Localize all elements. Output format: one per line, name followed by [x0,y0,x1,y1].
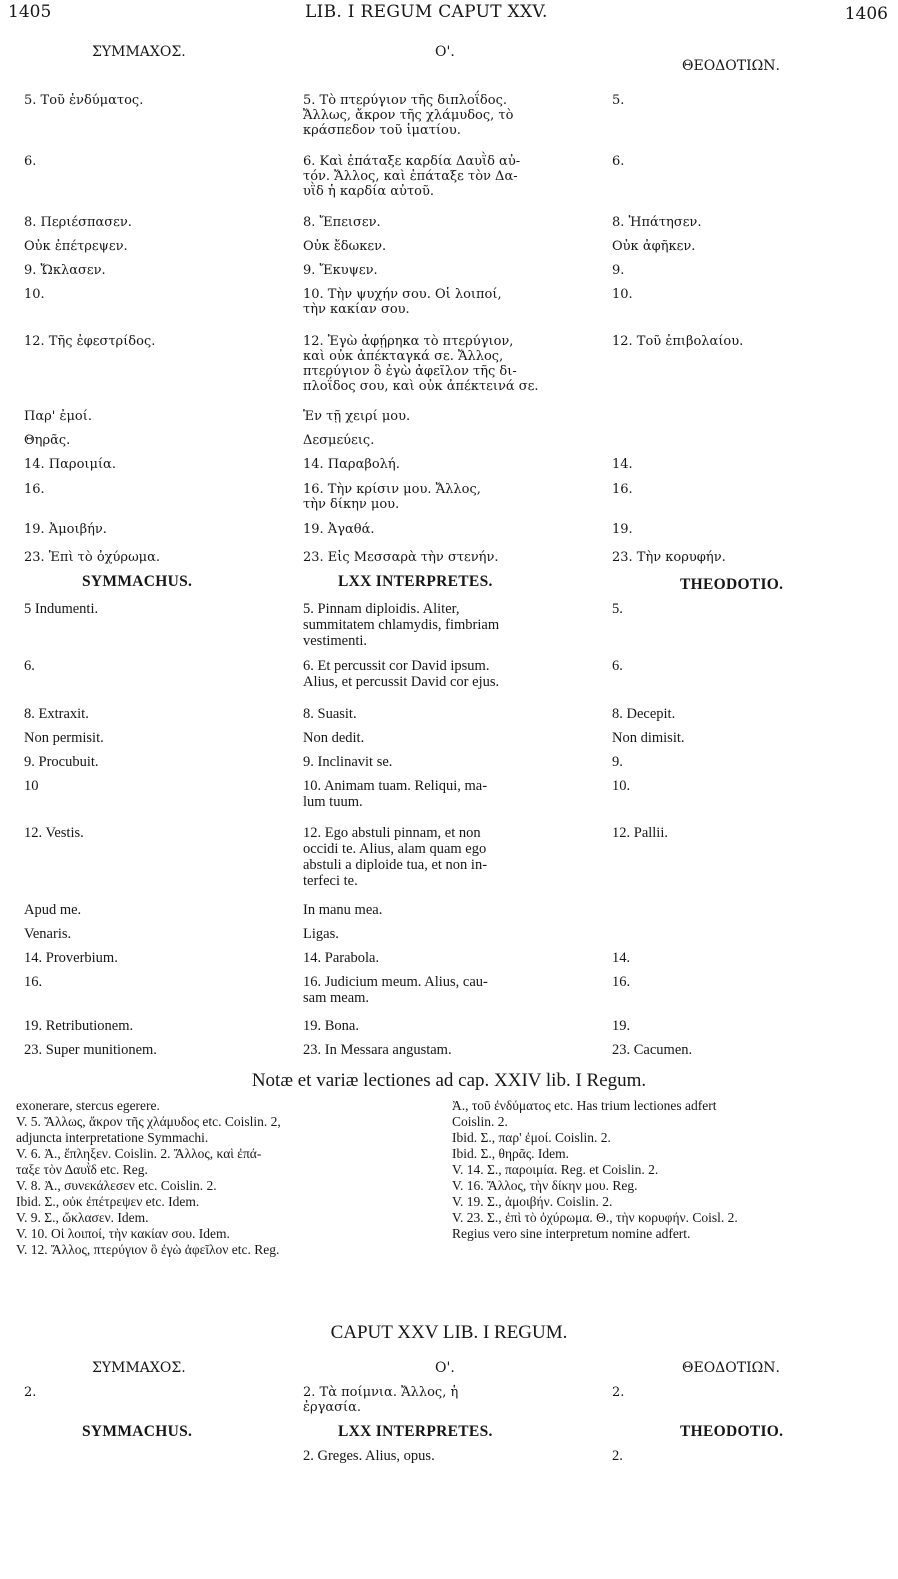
text-line: 10 [24,778,39,794]
text-line: τὴν κακίαν σου. [303,302,410,317]
symmachus-cell [24,93,294,108]
note-line: V. 16. Ἄλλος, τὴν δίκην μου. Reg. [452,1178,638,1193]
symmachus-cell [24,287,294,302]
lxx-cell [303,902,588,918]
text-line: Non dimisit. [612,730,685,746]
text-line: 10. Τὴν ψυχήν σου. Οἱ λοιποί, [303,287,502,302]
text-line: 10. [612,778,631,794]
theodotion-cell [612,1042,882,1058]
theodotion-cell [612,550,882,565]
lxx-cell [303,754,588,770]
theodotion-cell [612,93,882,108]
symmachus-cell [24,239,294,254]
lxx-cell [303,1385,588,1415]
note-line: Ibid. Σ., θηρᾶς. Idem. [452,1146,570,1161]
text-line: 16. [24,974,43,990]
text-line: 12. Τῆς ἐφεστρίδος. [24,334,156,349]
text-line: 6. [612,658,623,674]
header-theodotion-greek: ΘΕΟΔΟΤΙΩΝ. [682,58,780,74]
text-line: 2. [24,1385,37,1400]
lxx-cell [303,1042,588,1058]
text-line: πλοΐδος σου, καὶ οὐκ ἀπέκτεινά σε. [303,379,539,394]
symmachus-cell [24,482,294,497]
note-line: V. 5. Ἄλλως, ἄκρον τῆς χλάμυδος etc. Coislin. 2, [16,1114,281,1129]
text-line: 8. Suasit. [303,706,357,722]
symmachus-cell [24,409,294,424]
lxx-cell [303,1448,588,1464]
caput-header-symmachus-latin: SYMMACHUS. [82,1423,193,1440]
theodotion-cell [612,754,882,770]
lxx-cell [303,950,588,966]
symmachus-cell [24,754,294,770]
theodotion-cell [612,825,882,841]
symmachus-cell [24,974,294,990]
notes-title: Notæ et variæ lectiones ad cap. XXIV lib. I Regum. [251,1070,647,1091]
theodotion-cell [612,239,882,254]
text-line: 8. Περιέσπασεν. [24,215,132,230]
note-line: adjuncta interpretatione Symmachi. [16,1130,209,1145]
text-line: Δεσμεύεις. [303,433,375,448]
note-line: exonerare, stercus egerere. [16,1098,160,1113]
note-line: V. 14. Σ., παροιμία. Reg. et Coislin. 2. [452,1162,659,1177]
text-line: sam meam. [303,990,370,1006]
note-line: V. 6. Ἀ., ἔπληξεν. Coislin. 2. Ἄλλος, καὶ ἐπά- [16,1146,262,1161]
note-line: Ἀ., τοῦ ἐνδύματος etc. Has trium lectiones adfert [452,1098,717,1113]
lxx-cell [303,482,588,512]
text-line: 19. Ἀγαθά. [303,522,375,537]
text-line: 8. Decepit. [612,706,676,722]
text-line: 12. Ego abstuli pinnam, et non [303,825,481,841]
lxx-cell [303,263,588,278]
text-line: 10. Animam tuam. Reliqui, ma- [303,778,488,794]
theodotion-cell [612,1018,882,1034]
text-line: Θηρᾶς. [24,433,71,448]
text-line: 19. [612,522,633,537]
text-line: Non dedit. [303,730,365,746]
note-line: Coislin. 2. [452,1114,508,1129]
notes-right-column [452,1098,882,1242]
text-line: 6. [24,154,37,169]
text-line: 14. Παραβολή. [303,457,400,472]
text-line: 6. Et percussit cor David ipsum. [303,658,490,674]
text-line: 19. Ἀμοιβήν. [24,522,107,537]
text-line: 14. Proverbium. [24,950,118,966]
symmachus-cell [24,730,294,746]
theodotion-cell [612,658,882,674]
text-line: Alius, et percussit David cor ejus. [303,674,500,690]
note-line: V. 9. Σ., ὤκλασεν. Idem. [16,1210,149,1225]
caput-header-lxx-latin: LXX INTERPRETES. [338,1423,493,1440]
symmachus-cell [24,1042,294,1058]
text-line: Ἐν τῇ χειρί μου. [303,409,411,424]
lxx-cell [303,239,588,254]
text-line: lum tuum. [303,794,363,810]
text-line: 2. [612,1448,623,1464]
theodotion-cell [612,154,882,169]
symmachus-cell [24,658,294,674]
page-number-left: 1405 [8,2,52,22]
theodotion-cell [612,215,882,230]
text-line: 6. [24,658,35,674]
text-line: κράσπεδον τοῦ ἱματίου. [303,123,461,138]
caput-header-lxx-greek: Ο'. [435,1360,455,1376]
symmachus-cell [24,601,294,617]
lxx-cell [303,93,588,138]
theodotion-cell [612,334,882,349]
lxx-cell [303,409,588,424]
text-line: 9. [612,754,623,770]
header-lxx-greek: Ο'. [435,44,455,60]
text-line: 16. Judicium meum. Alius, cau- [303,974,488,990]
caput-header-symmachus-greek: ΣΥΜΜΑΧΟΣ. [92,1360,186,1376]
text-line: summitatem chlamydis, fimbriam [303,617,500,633]
lxx-cell [303,334,588,394]
text-line: 9. Ἔκυψεν. [303,263,378,278]
text-line: 14. [612,457,633,472]
symmachus-cell [24,263,294,278]
symmachus-cell [24,1385,294,1400]
text-line: 5 Indumenti. [24,601,99,617]
page-number-right: 1406 [844,4,888,24]
symmachus-cell [24,1018,294,1034]
lxx-cell [303,730,588,746]
text-line: 6. [612,154,625,169]
text-line: 9. Inclinavit se. [303,754,393,770]
text-line: 23. Cacumen. [612,1042,693,1058]
text-line: 12. Τοῦ ἐπιβολαίου. [612,334,744,349]
note-line: ταξε τὸν Δαυῒδ etc. Reg. [16,1162,148,1177]
theodotion-cell [612,778,882,794]
symmachus-cell [24,950,294,966]
note-line: V. 10. Οἱ λοιποί, τὴν κακίαν σου. Idem. [16,1226,230,1241]
text-line: 5. Pinnam diploidis. Aliter, [303,601,460,617]
symmachus-cell [24,825,294,841]
theodotion-cell [612,601,882,617]
theodotion-cell [612,263,882,278]
lxx-cell [303,825,588,889]
note-line: V. 23. Σ., ἐπὶ τὸ ὀχύρωμα. Θ., τὴν κορυφήν. Coisl. 2. [452,1210,738,1225]
notes-left-column [16,1098,434,1258]
theodotion-cell [612,1385,882,1400]
note-line: Ibid. Σ., οὐκ ἐπέτρεψεν etc. Idem. [16,1194,200,1209]
text-line: 5. Τοῦ ἐνδύματος. [24,93,144,108]
caput-header-theodotion-latin: THEODOTIO. [680,1423,784,1440]
symmachus-cell [24,215,294,230]
caput-title: CAPUT XXV LIB. I REGUM. [330,1322,568,1343]
header-symmachus-latin: SYMMACHUS. [82,573,193,590]
text-line: 8. Extraxit. [24,706,89,722]
note-line: V. 19. Σ., ἀμοιβήν. Coislin. 2. [452,1194,613,1209]
lxx-cell [303,457,588,472]
theodotion-cell [612,457,882,472]
text-line: Venaris. [24,926,72,942]
text-line: Non permisit. [24,730,104,746]
text-line: 16. [612,482,633,497]
text-line: vestimenti. [303,633,368,649]
theodotion-cell [612,706,882,722]
lxx-cell [303,658,588,690]
caput-header-theodotion-greek: ΘΕΟΔΟΤΙΩΝ. [682,1360,780,1376]
text-line: Ἄλλως, ἄκρον τῆς χλάμυδος, τὸ [303,108,514,123]
text-line: 14. [612,950,631,966]
theodotion-cell [612,974,882,990]
running-head [0,0,898,28]
note-line: V. 12. Ἄλλος, πτερύγιον ὃ ἐγὼ ἀφεῖλον etc. Reg. [16,1242,280,1257]
text-line: 2. Τὰ ποίμνια. Ἄλλος, ἡ [303,1385,459,1400]
text-line: Οὐκ ἐπέτρεψεν. [24,239,128,254]
text-line: 16. [612,974,631,990]
text-line: 23. Εἰς Μεσσαρὰ τὴν στενήν. [303,550,499,565]
text-line: 2. [612,1385,625,1400]
lxx-cell [303,550,588,565]
lxx-cell [303,154,588,199]
lxx-cell [303,601,588,649]
text-line: 12. Vestis. [24,825,84,841]
text-line: 5. [612,601,623,617]
text-line: 10. [24,287,45,302]
lxx-cell [303,974,588,1006]
lxx-cell [303,287,588,317]
text-line: abstuli a diploide tua, et non in- [303,857,488,873]
theodotion-cell [612,287,882,302]
text-line: ἐργασία. [303,1400,362,1415]
symmachus-cell [24,457,294,472]
symmachus-cell [24,334,294,349]
text-line: terfeci te. [303,873,358,889]
lxx-cell [303,706,588,722]
symmachus-cell [24,706,294,722]
text-line: 5. [612,93,625,108]
running-title: LIB. I REGUM CAPUT XXV. [305,2,548,22]
text-line: 23. In Messara angustam. [303,1042,452,1058]
text-line: 14. Παροιμία. [24,457,116,472]
text-line: 23. Ἐπὶ τὸ ὀχύρωμα. [24,550,161,565]
text-line: υῒδ ἡ καρδία αὐτοῦ. [303,184,434,199]
text-line: 10. [612,287,633,302]
text-line: 23. Super munitionem. [24,1042,157,1058]
symmachus-cell [24,550,294,565]
text-line: 19. Bona. [303,1018,359,1034]
text-line: In manu mea. [303,902,383,918]
text-line: Παρ' ἐμοί. [24,409,92,424]
text-line: 12. Pallii. [612,825,668,841]
symmachus-cell [24,154,294,169]
text-line: 8. Ἔπεισεν. [303,215,381,230]
text-line: 23. Τὴν κορυφήν. [612,550,726,565]
lxx-cell [303,778,588,810]
lxx-cell [303,1018,588,1034]
symmachus-cell [24,778,294,794]
text-line: Οὐκ ἔδωκεν. [303,239,387,254]
text-line: 6. Καὶ ἐπάταξε καρδία Δαυῒδ αὐ- [303,154,521,169]
lxx-cell [303,433,588,448]
lxx-cell [303,926,588,942]
text-line: Ligas. [303,926,339,942]
text-line: 19. [612,1018,631,1034]
text-line: 12. Ἐγὼ ἀφῄρηκα τὸ πτερύγιον, [303,334,514,349]
text-line: occidi te. Alius, alam quam ego [303,841,487,857]
theodotion-cell [612,950,882,966]
lxx-cell [303,522,588,537]
text-line: 2. Greges. Alius, opus. [303,1448,435,1464]
text-line: 16. Τὴν κρίσιν μου. Ἄλλος, [303,482,481,497]
text-line: Apud me. [24,902,82,918]
text-line: 16. [24,482,45,497]
text-line: τόν. Ἄλλος, καὶ ἐπάταξε τὸν Δα- [303,169,518,184]
note-line: Ibid. Σ., παρ' ἐμοί. Coislin. 2. [452,1130,611,1145]
theodotion-cell [612,482,882,497]
symmachus-cell [24,926,294,942]
header-symmachus-greek: ΣΥΜΜΑΧΟΣ. [92,44,186,60]
lxx-cell [303,215,588,230]
text-line: 9. Procubuit. [24,754,99,770]
text-line: 14. Parabola. [303,950,380,966]
text-line: 9. Ὤκλασεν. [24,263,106,278]
note-line: Regius vero sine interpretum nomine adfert. [452,1226,691,1241]
text-line: 19. Retributionem. [24,1018,134,1034]
text-line: Οὐκ ἀφῆκεν. [612,239,696,254]
text-line: 8. Ἠπάτησεν. [612,215,702,230]
text-line: 5. Τὸ πτερύγιον τῆς διπλοΐδος. [303,93,508,108]
symmachus-cell [24,433,294,448]
symmachus-cell [24,522,294,537]
text-line: τὴν δίκην μου. [303,497,400,512]
text-line: 9. [612,263,625,278]
theodotion-cell [612,1448,882,1464]
text-line: πτερύγιον ὃ ἐγὼ ἀφεῖλον τῆς δι- [303,364,517,379]
theodotion-cell [612,522,882,537]
header-theodotion-latin: THEODOTIO. [680,576,784,593]
theodotion-cell [612,730,882,746]
header-lxx-latin: LXX INTERPRETES. [338,573,493,590]
note-line: V. 8. Ἀ., συνεκάλεσεν etc. Coislin. 2. [16,1178,217,1193]
text-line: καὶ οὐκ ἀπέκταγκά σε. Ἄλλος, [303,349,504,364]
symmachus-cell [24,902,294,918]
